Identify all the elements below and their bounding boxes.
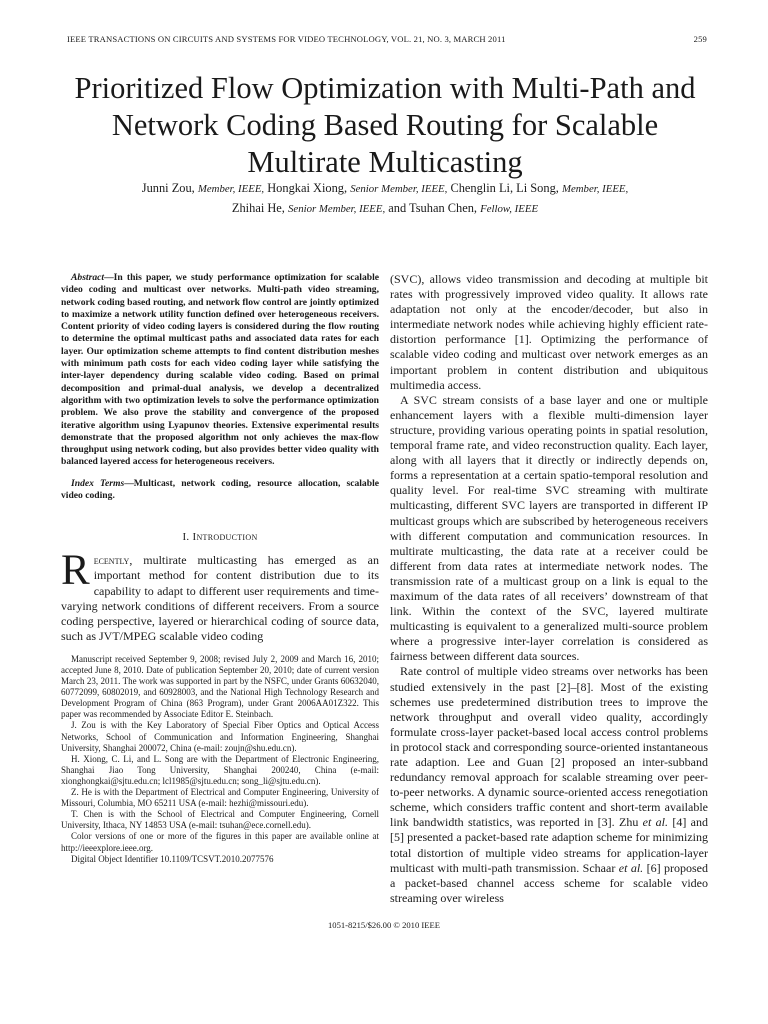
index-terms — [61, 478, 379, 503]
paper-title — [40, 70, 730, 181]
intro-paragraph — [61, 547, 379, 644]
author-list — [40, 179, 730, 219]
body-text: Rate control of multiple video streams over networks has been studied extensively in the past [2]–[8]. Most of the existing schemes use predetermined distribution trees to improve the network throughput and overall video quality, accordingly formulate cross-layer packet-based local access control problems in protocol stack and corresponding source-oriented instantaneous rate adaption. Lee and Guan [2] proposed an inter-subband redundancy removal approach for scalable streaming over peer-to-peer networks. A dynamic source-oriented access renegotiation scheme, which considers traffic content and short-term available link bandwidth statistics, was reported in [3]. Zhu — [390, 664, 708, 830]
footnotes — [61, 654, 379, 865]
author-name: Zhihai He, — [231, 201, 289, 215]
abstract — [61, 272, 379, 469]
intro-text: , multirate multicasting has emerged as an important method for content distribution due to its capability to adapt to different user requirements and time-varying network conditions of different receivers. From a source coding perspective, layered or hierarchical coding of source data, such as JVT/MPEG scalable video coding — [61, 553, 379, 643]
body-paragraph — [390, 664, 708, 906]
intro-first-word: ecently — [93, 553, 130, 568]
author-name: and Tsuhan Chen, — [385, 201, 481, 215]
et-al: et al. — [618, 860, 644, 875]
footnote-color-note: Color versions of one or more of the figures in this paper are available online at http://ieeexplore.ieee.org. — [61, 831, 379, 853]
author-name: Chenglin Li, Li Song, — [447, 181, 562, 195]
section-heading — [61, 531, 379, 543]
author-name: Junni Zou, — [141, 181, 198, 195]
author-role: Fellow, IEEE — [480, 203, 539, 215]
body-paragraph: A SVC stream consists of a base layer and one or multiple enhancement layers with a flexible multi-dimension layer structure, providing various operating points in spatial resolution, temporal frame rate, and video reconstruction quality. Each layer, along with all layers that it directly or indirectly depends on, forms a representation at a certain spatio-temporal resolution and quality level. For real-time SVC streaming with multirate multicasting, different SVC layers are transported in different IP multicast groups which are subscribed by heterogeneous receivers with different computation and communication resources. In multirate multicasting, the data rate at a receiver could be different from data rates at intermediate network nodes. The transmission rate of a multicast group on a link is equal to the maximum of the data rates of all receivers’ downstream of that link. Within the context of the SVC, layered multirate multicasting is equivalent to a generalized multi-source problem where a progressive inter-layer correlation is considered as fairness between different data sources. — [390, 392, 708, 664]
footnote-affiliation: H. Xiong, C. Li, and L. Song are with the Department of Electronic Engineering, Shanghai Jiao Tong University, Shanghai 200240, China (e-mail: xionghongkai@sjtu.edu.cn; lcl1985@sjtu.edu.cn; song_li@sjtu.edu.cn). — [61, 753, 379, 786]
author-name: Hongkai Xiong, — [264, 181, 351, 195]
body-text: [6] proposed a packet-based channel access scheme for scalable video streaming over wireless — [390, 860, 708, 905]
title-line-2: Network Coding Based Routing for Scalable — [111, 108, 659, 142]
et-al: et al. — [642, 815, 668, 830]
index-terms-text: —Multicast, network coding, resource allocation, scalable video coding. — [61, 477, 379, 502]
body-text: [4] and [5] presented a packet-based rate adaption scheme for minimizing total distortion of multiple video streams for application-layer multicast with multi-path transmission. Schaar — [390, 815, 708, 875]
author-role: Senior Member, IEEE, — [288, 203, 386, 215]
author-role: Member, IEEE, — [197, 183, 265, 195]
footnote-affiliation: Z. He is with the Department of Electrical and Computer Engineering, University of Missouri, Columbia, MO 65211 USA (e-mail: hezhi@missouri.edu). — [61, 787, 379, 809]
page-number: 259 — [693, 34, 707, 44]
section-numeral: I. — [182, 531, 193, 544]
index-terms-lead: Index Terms — [71, 477, 125, 489]
journal-name: IEEE TRANSACTIONS ON CIRCUITS AND SYSTEMS FOR VIDEO TECHNOLOGY, VOL. 21, NO. 3, MARCH 2011 — [67, 34, 506, 44]
abstract-lead: Abstract — [71, 272, 105, 283]
footnote-affiliation: T. Chen is with the School of Electrical and Computer Engineering, Cornell University, Ithaca, NY 14853 USA (e-mail: tsuhan@ece.cornell.edu). — [61, 809, 379, 831]
body-paragraph: (SVC), allows video transmission and decoding at multiple bit rates with progressively improved video quality. It allows rate adaptation not only at the encoder/decoder, but also in intermediate network nodes while achieving highly efficient rate-distortion performance [1]. Optimizing the performance of scalable video coding and multicast over network emerges as an important problem in content distribution and ubiquitous multimedia access. — [390, 272, 708, 392]
left-column — [61, 272, 379, 865]
footnote-affiliation: J. Zou is with the Key Laboratory of Special Fiber Optics and Optical Access Networks, School of Communication and Information Engineering, Shanghai University, Shanghai 200072, China (e-mail: zoujn@shu.edu.cn). — [61, 720, 379, 753]
page-footer: 1051-8215/$26.00 © 2010 IEEE — [327, 920, 441, 930]
running-header — [67, 34, 707, 44]
section-title: Introduction — [192, 531, 258, 544]
author-role: Senior Member, IEEE, — [350, 183, 448, 195]
title-line-3: Multirate Multicasting — [247, 145, 523, 179]
right-column — [390, 272, 708, 906]
author-role: Member, IEEE, — [561, 183, 629, 195]
drop-cap: R — [61, 547, 90, 595]
abstract-text: —In this paper, we study performance optimization for scalable video coding and multicast over networks. Multi-path video streaming, network coding based routing, and network flow control are jointly optimized to maximize a network utility function defined over heterogeneous receivers. Content priority of video coding layers is considered during the flow routing to determine the optimal multicast paths and associated data rates for each layer. Our optimization scheme attempts to find content distribution meshes with minimum path costs for each video coding layer while satisfying the inter-layer dependency during scalable video coding. Based on primal decomposition and primal-dual analysis, we develop a decentralized algorithm with two optimization levels to solve the performance optimization problem. We also prove the stability and convergence of the proposed iterative algorithm using Lyapunov theories. Extensive experimental results demonstrate that the proposed algorithm not only achieves the max-flow throughput using network coding, but also provides better video quality with balanced layered access for heterogeneous receivers. — [61, 272, 379, 468]
footnote-doi: Digital Object Identifier 10.1109/TCSVT.2010.2077576 — [71, 853, 274, 864]
title-line-1: Prioritized Flow Optimization with Multi-Path and — [74, 71, 696, 105]
footnote-manuscript: Manuscript received September 9, 2008; revised July 2, 2009 and March 16, 2010; accepted June 8, 2010. Date of publication September 20, 2010; date of current version March 23, 2011. The work was supported in part by the NSFC, under Grants 60632040, 60772099, 60802019, and 60928003, and the National High Technology Research and Development Program of China (863 Program), under Grant 2006AA01Z322. This paper was recommended by Associate Editor E. Steinbach. — [61, 653, 379, 720]
